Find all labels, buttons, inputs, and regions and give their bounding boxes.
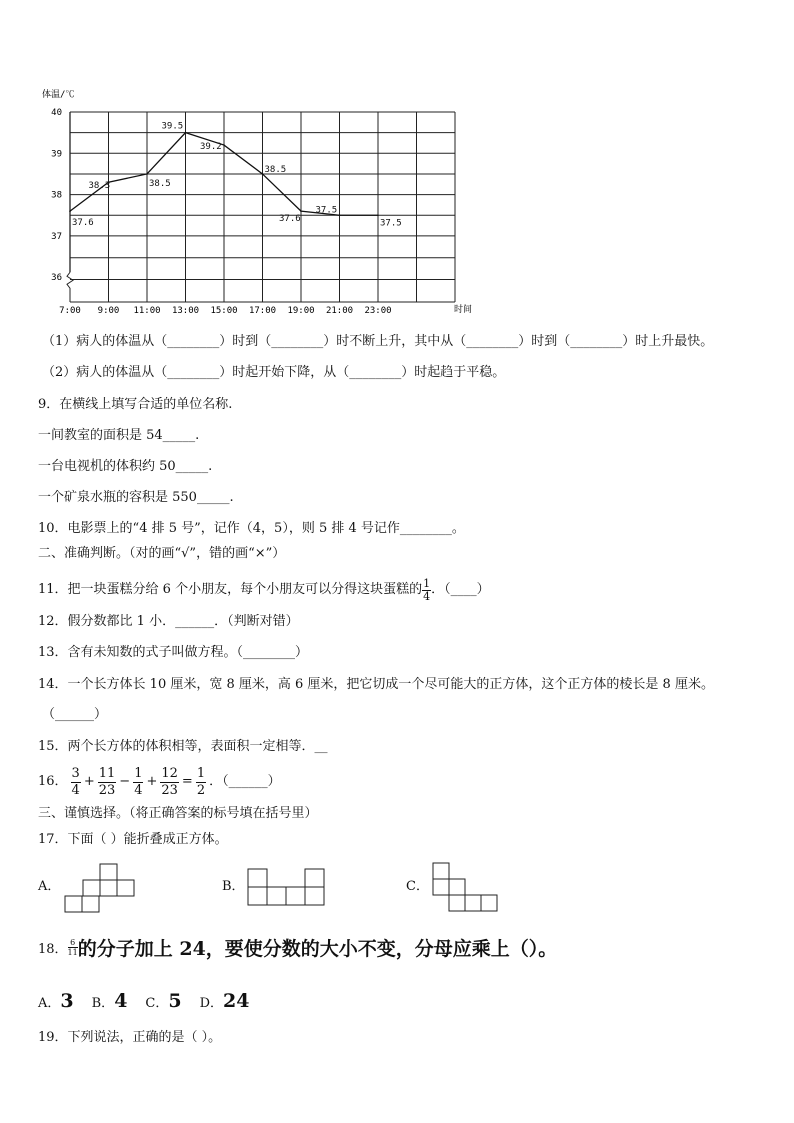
data-label: 37.5: [315, 205, 338, 216]
q16-blank: ．（______）: [209, 774, 281, 789]
q16-operator-1: +: [83, 774, 95, 789]
q11-fraction-denominator: 4: [423, 589, 431, 603]
data-label: 38.5: [149, 178, 171, 189]
q16-label: 16．: [38, 774, 68, 789]
q16-fraction-4-denominator: 23: [161, 782, 178, 798]
q9-item-a: 一间教室的面积是 54_____.: [38, 428, 200, 443]
data-label: 37.6: [279, 214, 301, 225]
q16: [38, 762, 281, 802]
q16-equals: =: [181, 774, 193, 789]
y-tick-label: 38: [51, 190, 62, 201]
x-tick-label: 19:00: [287, 306, 315, 316]
q12: 12．假分数都比 1 小．______．（判断对错）: [38, 614, 299, 629]
x-tick-label: 21:00: [325, 306, 354, 316]
x-tick-label: 13:00: [171, 306, 200, 316]
q18-option-c-letter: C．: [145, 996, 169, 1011]
axis-break-zigzag: [67, 272, 73, 302]
q18-fraction-numerator: 6: [68, 938, 78, 948]
x-tick-label: 15:00: [210, 306, 238, 316]
q17-option-a-label: A．: [38, 879, 61, 894]
q10: 10．电影票上的“4 排 5 号”，记作（4，5），则 5 排 4 号记作________。: [38, 521, 465, 536]
y-tick-label: 39: [51, 149, 62, 160]
data-label: 38.5: [264, 164, 287, 175]
q11-blank: ．（____）: [431, 582, 490, 597]
q17-option-b-label: B．: [222, 879, 245, 894]
q18-option-a-value: 3: [60, 990, 74, 1012]
q8-part2: （2）病人的体温从（________）时起开始下降，从（________）时起趋于平稳。: [42, 365, 506, 380]
data-label: 37.6: [72, 218, 94, 229]
q19: 19．下列说法，正确的是（ ）。: [38, 1030, 222, 1045]
x-axis-title: 时间: [454, 305, 473, 315]
q16-fraction-5-denominator: 2: [196, 782, 206, 798]
q16-fraction-1-denominator: 4: [71, 782, 80, 798]
q16-fraction-3: [133, 766, 143, 799]
data-label: 39.2: [200, 142, 222, 153]
q16-fraction-3-numerator: 1: [134, 765, 143, 781]
data-point: [185, 132, 187, 134]
q18-option-c-value: 5: [168, 990, 182, 1012]
data-label: 37.5: [380, 218, 402, 229]
q11-fraction-numerator: 1: [423, 576, 431, 590]
q16-operator-2: −: [119, 774, 131, 789]
q18-option-b-value: 4: [114, 990, 128, 1012]
q18-option-d-value: 24: [223, 990, 250, 1012]
x-tick-label: 11:00: [133, 306, 161, 316]
q16-fraction-4-numerator: 12: [161, 765, 178, 781]
q16-fraction-3-denominator: 4: [134, 782, 143, 798]
q18-fraction: [68, 938, 78, 957]
q16-fraction-4: [160, 766, 179, 799]
data-label: 39.5: [161, 121, 184, 132]
q16-fraction-1: [71, 766, 81, 799]
section-3-heading: 三、谨慎选择。（将正确答案的标号填在括号里）: [38, 806, 318, 821]
x-tick-label: 17:00: [248, 306, 277, 316]
q16-fraction-2: [98, 766, 117, 799]
q18-options: [38, 990, 250, 1012]
q17-option-b-cube-net: [247, 868, 325, 906]
q16-fraction-1-numerator: 3: [71, 765, 80, 781]
y-tick-label: 40: [51, 108, 62, 118]
q16-fraction-2-numerator: 11: [98, 765, 116, 781]
data-label: 38.3: [88, 181, 111, 192]
section-2-heading: 二、准确判断。（对的画“√”，错的画“×”）: [38, 546, 286, 561]
x-tick-label: 9:00: [97, 306, 120, 316]
q14-blank: （______）: [42, 707, 108, 722]
q18: [38, 932, 557, 962]
y-tick-label: 37: [51, 231, 62, 242]
q13: 13．含有未知数的式子叫做方程。（________）: [38, 645, 309, 660]
q18-option-d-letter: D．: [199, 996, 224, 1011]
q18-text: 的分子加上 24，要使分数的大小不变，分母应乘上（）。: [77, 937, 558, 960]
q18-option-b-letter: B．: [91, 996, 115, 1011]
q14: 14．一个长方体长 10 厘米，宽 8 厘米，高 6 厘米，把它切成一个尽可能大的正方体，这个正方体的棱长是 8 厘米。: [38, 677, 714, 692]
data-point: [146, 173, 148, 175]
q11: [38, 573, 490, 607]
q9-item-b: 一台电视机的体积约 50_____.: [38, 459, 213, 474]
x-tick-label: 23:00: [364, 306, 392, 316]
q17-option-c-cube-net: [432, 862, 498, 912]
q9-item-c: 一个矿泉水瓶的容积是 550_____.: [38, 490, 234, 505]
q16-operator-3: +: [146, 774, 158, 789]
q11-text: 11．把一块蛋糕分给 6 个小朋友，每个小朋友可以分得这块蛋糕的: [38, 582, 423, 597]
y-axis-title: 体温/℃: [42, 90, 75, 100]
data-point: [300, 210, 302, 212]
q17-option-c-label: C．: [406, 879, 429, 894]
q9-title: 9．在横线上填写合适的单位名称.: [38, 397, 233, 412]
q18-option-a-letter: A．: [38, 996, 61, 1011]
y-tick-label: 36: [51, 273, 62, 283]
q17-option-a-cube-net: [64, 863, 136, 913]
data-point: [69, 210, 71, 212]
q16-fraction-5-numerator: 1: [196, 765, 206, 781]
q16-fraction-5: [196, 766, 206, 799]
data-point: [262, 173, 264, 175]
data-point: [339, 214, 341, 216]
data-point: [377, 214, 379, 216]
temperature-line-chart: [30, 85, 480, 325]
q17: 17．下面（ ）能折叠成正方体。: [38, 832, 228, 847]
q11-fraction: [422, 578, 431, 603]
q18-fraction-denominator: 11: [67, 947, 78, 957]
x-tick-label: 7:00: [59, 306, 81, 316]
q16-fraction-2-denominator: 23: [98, 782, 116, 798]
q18-label: 18．: [38, 941, 68, 957]
q8-part1: （1）病人的体温从（________）时到（________）时不断上升，其中从（________）时到（________）时上升最快。: [42, 334, 714, 349]
data-point: [223, 144, 225, 146]
q15: 15．两个长方体的体积相等，表面积一定相等．__: [38, 739, 328, 754]
